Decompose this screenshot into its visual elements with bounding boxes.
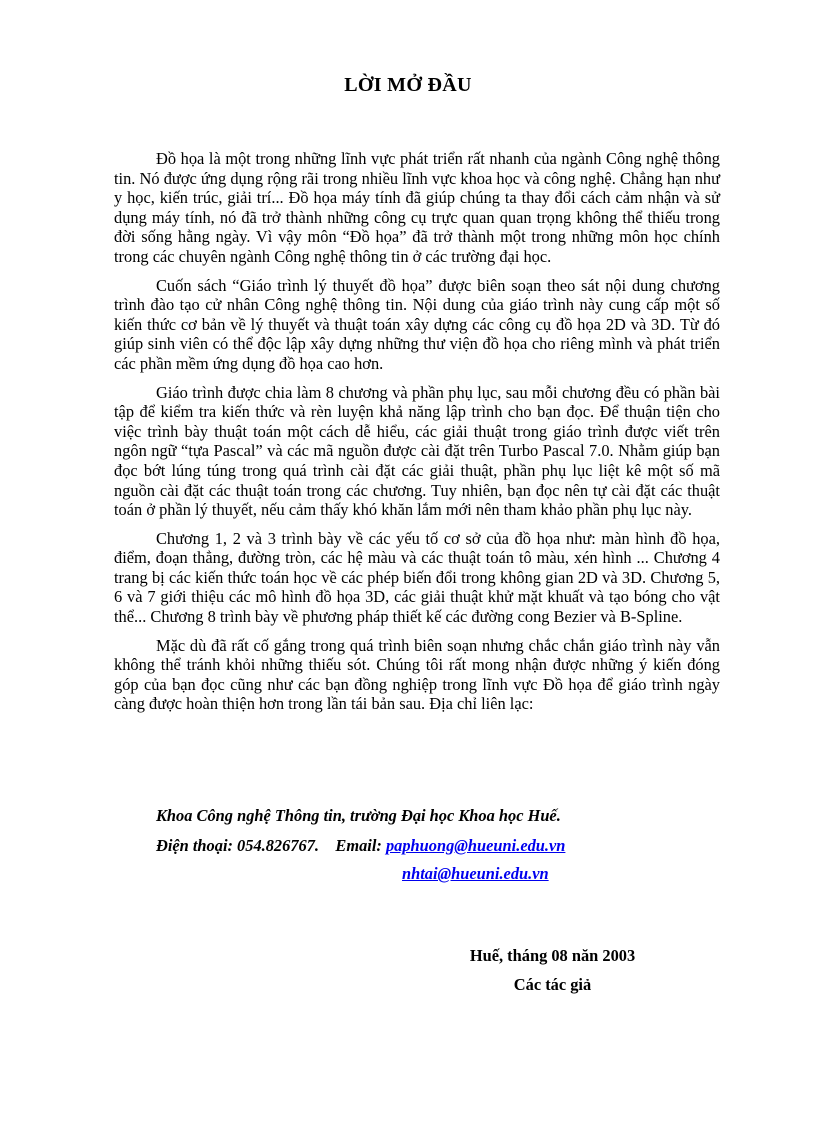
paragraph: Cuốn sách “Giáo trình lý thuyết đồ họa” được biên soạn theo sát nội dung chương trình đào tạo cử nhân Công nghệ thông tin. Nội dung của giáo trình này cung cấp một số kiến thức cơ bản về lý thuyết và thuật toán xây dựng các công cụ đồ họa 2D và 3D. Từ đó giúp sinh viên có thể độc lập xây dựng những thư viện đồ họa cho riêng mình và phát triển các phần mềm ứng dụng đồ họa cao hơn. (114, 275, 720, 373)
paragraph: Mặc dù đã rất cố gắng trong quá trình biên soạn nhưng chắc chắn giáo trình này vẫn không thể tránh khỏi những thiếu sót. Chúng tôi rất mong nhận được những ý kiến đóng góp của bạn đọc cũng như các bạn đồng nghiệp trong lĩnh vực Đồ họa để giáo trình ngày càng được hoàn thiện hơn trong lần tái bản sau. Địa chỉ liên lạc: (114, 635, 720, 714)
contact-institution: Khoa Công nghệ Thông tin, trường Đại học Khoa học Huế. (156, 806, 561, 825)
paragraph: Chương 1, 2 và 3 trình bày về các yếu tố cơ sở của đồ họa như: màn hình đồ họa, điểm, đoạn thẳng, đường tròn, các hệ màu và các thuật toán tô màu, xén hình ... Chương 4 trang bị các kiến thức toán học về các phép biến đổi trong không gian 2D và 3D. Chương 5, 6 và 7 giới thiệu các mô hình đồ họa 3D, các giải thuật khử mặt khuất và tạo bóng cho vật thể... Chương 8 trình bày về phương pháp thiết kế các đường cong Bezier và B-Spline. (114, 528, 720, 627)
email-label: Email: (335, 836, 382, 855)
phone-text: Điện thoại: 054.826767. (156, 836, 320, 855)
contact-email-secondary-line (402, 864, 722, 884)
page-title: LỜI MỞ ĐẦU (344, 74, 472, 96)
paragraph: Đồ họa là một trong những lĩnh vực phát triển rất nhanh của ngành Công nghệ thông tin. Nó được ứng dụng rộng rãi trong nhiều lĩnh vực khoa học và công nghệ. Chẳng hạn như y học, kiến trúc, giải trí... Đồ họa máy tính đã giúp chúng ta thay đổi cách cảm nhận và sử dụng máy tính, nó đã trở thành những công cụ trực quan quan trọng không thể thiếu trong đời sống hằng ngày. Vì vậy môn “Đồ họa” đã trở thành một trong những môn học chính trong các chuyên ngành Công nghệ thông tin ở các trường đại học. (114, 149, 720, 266)
signature-authors: Các tác giả (513, 975, 592, 994)
email-link-secondary[interactable]: nhtai@hueuni.edu.vn (402, 864, 549, 883)
signature-place-date: Huế, tháng 08 năn 2003 (469, 946, 636, 965)
contact-phone-line (156, 836, 726, 856)
email-link-primary[interactable]: paphuong@hueuni.edu.vn (385, 836, 566, 855)
paragraph: Giáo trình được chia làm 8 chương và phần phụ lục, sau mỗi chương đều có phần bài tập để kiểm tra kiến thức và rèn luyện khả năng lập trình cho bạn đọc. Để thuận tiện cho việc trình bày thuật toán một cách dễ hiểu, các giải thuật trong giáo trình được viết trên ngôn ngữ “tựa Pascal” và các mã nguồn được cài đặt trên Turbo Pascal 7.0. Nhằm giúp bạn đọc bớt lúng túng trong quá trình cài đặt các giải thuật, phần phụ lục liệt kê một số mã nguồn cài đặt các thuật toán trong các chương. Tuy nhiên, bạn đọc nên tự cài đặt các thuật toán ở phần lý thuyết, nếu cảm thấy khó khăn lắm mới nên tham khảo phần phụ lục này. (114, 382, 720, 520)
body-text (114, 149, 720, 723)
